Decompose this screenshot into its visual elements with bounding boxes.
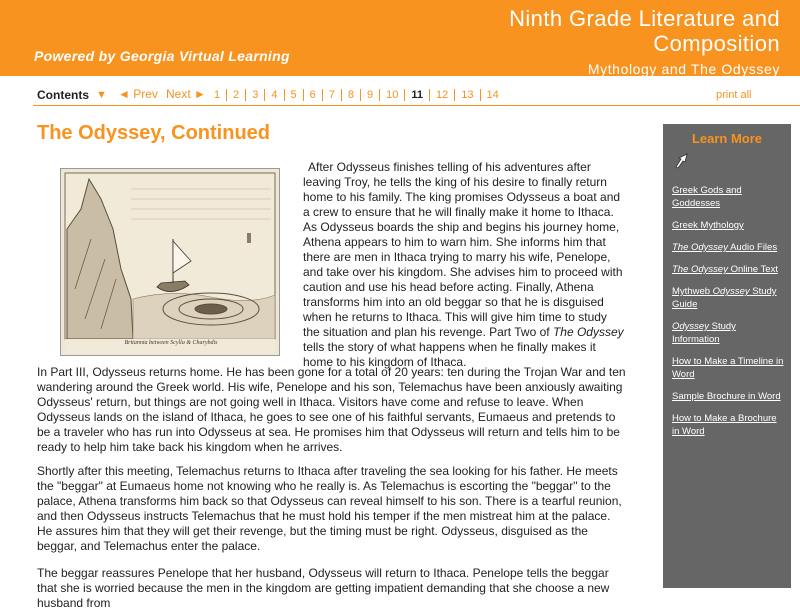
print-all-link[interactable]: print all — [716, 89, 752, 101]
page-navigation — [0, 84, 800, 106]
link-odyssey-online-rest: Online Text — [727, 264, 778, 275]
intro-italic-title: The Odyssey — [552, 325, 624, 339]
page-link-7[interactable]: 7 — [322, 89, 341, 101]
course-title-line2: Composition — [653, 31, 780, 56]
link-brochure-word[interactable]: How to Make a Brochure in Word — [672, 413, 777, 437]
paragraph-part-three: In Part III, Odysseus returns home. He has been gone for a total of 20 years: ten during the Trojan War and ten wandering around the Greek world. His wife, Penelope and his son, Telemachus have been anxiously awaiting Odysseus' return, but things are not going well in Ithaca. Visitors have come and refuse to leave. When Odysseus lands on the island of Ithaca, he goes to see one of his faithful servants, Eumaeus and pretends to be a traveler who has run into Odysseus at sea. He promises him that Odysseus will return and tells him to be ready to help him take back his kingdom when he arrives. — [37, 365, 626, 454]
link-odyssey-audio-em: The Odyssey — [672, 242, 728, 253]
page-link-12[interactable]: 12 — [429, 89, 454, 101]
link-odyssey-audio-rest: Audio Files — [727, 242, 778, 253]
page-title: The Odyssey, Continued — [37, 122, 270, 144]
link-study-info-rest: Study Information — [672, 321, 736, 345]
page-link-14[interactable]: 14 — [480, 89, 505, 101]
illustration-caption: Britannia between Scylla & Charybdis — [124, 340, 218, 346]
link-mythweb-pre: Mythweb — [672, 286, 713, 297]
scylla-charybdis-illustration — [60, 168, 280, 356]
intro-text-b: tells the story of what happens when he finally makes it home to his kingdom of Ithaca. — [303, 340, 596, 369]
chevron-down-icon[interactable]: ▼ — [96, 89, 107, 101]
page-link-3[interactable]: 3 — [245, 89, 264, 101]
page-link-13[interactable]: 13 — [454, 89, 479, 101]
learn-more-links — [672, 184, 784, 447]
page-link-6[interactable]: 6 — [303, 89, 322, 101]
link-odyssey-study-info[interactable] — [672, 320, 784, 346]
link-greek-mythology[interactable]: Greek Mythology — [672, 220, 744, 231]
nav-divider — [33, 105, 800, 106]
link-odyssey-audio[interactable] — [672, 241, 784, 254]
engraving-image — [61, 169, 279, 355]
link-greek-gods[interactable]: Greek Gods and Goddesses — [672, 185, 742, 209]
link-mythweb-rest: Study Guide — [672, 286, 777, 310]
link-mythweb-em: Odyssey — [712, 286, 750, 297]
learn-more-heading: Learn More — [691, 131, 763, 146]
next-button[interactable]: Next ► — [166, 87, 206, 101]
page-link-1[interactable]: 1 — [214, 89, 221, 101]
page-link-current: 11 — [404, 89, 429, 101]
page-link-10[interactable]: 10 — [379, 89, 404, 101]
link-odyssey-online-em: The Odyssey — [672, 264, 728, 275]
page-link-8[interactable]: 8 — [341, 89, 360, 101]
prev-button[interactable]: ◄ Prev — [118, 87, 158, 101]
unit-subtitle: Mythology and The Odyssey — [587, 61, 780, 77]
pointer-icon — [673, 150, 691, 170]
page-number-list — [208, 89, 505, 101]
link-sample-brochure[interactable]: Sample Brochure in Word — [672, 391, 781, 402]
page-link-2[interactable]: 2 — [226, 89, 245, 101]
link-timeline-word[interactable]: How to Make a Timeline in Word — [672, 356, 784, 380]
link-mythweb-study-guide[interactable] — [672, 285, 784, 311]
site-header — [0, 0, 800, 76]
page-link-5[interactable]: 5 — [284, 89, 303, 101]
paragraph-reunion: Shortly after this meeting, Telemachus returns to Ithaca after traveling the sea looking for his father. He meets the "beggar" at Eumaeus home not knowing who he really is. As Telemachus is escorting the "beggar" to the palace, Athena transforms him back so that Odysseus can reveal himself to his son. There is a tearful reunion, and then Odysseus instructs Telemachus that he must hold his temper if the men mistreat him at the palace. He assures him that they will get their revenge, but the timing must be right. Odysseus, disguised as the beggar, and Telemachus enter the palace. — [37, 464, 622, 553]
link-study-info-em: Odyssey — [672, 321, 709, 332]
course-title-line1: Ninth Grade Literature and — [509, 6, 780, 31]
page-link-9[interactable]: 9 — [360, 89, 379, 101]
page-link-4[interactable]: 4 — [264, 89, 283, 101]
paragraph-penelope: The beggar reassures Penelope that her husband, Odysseus will return to Ithaca. Penelope tells the beggar that she is worried because the men in the kingdom are getting impatient demanding that she choose a new husband from — [37, 566, 610, 610]
contents-menu[interactable]: Contents — [37, 88, 89, 102]
learn-more-sidebar — [663, 124, 791, 588]
intro-paragraph — [303, 160, 625, 370]
course-title — [509, 6, 780, 56]
powered-by-banner: Powered by Georgia Virtual Learning — [34, 48, 290, 64]
link-odyssey-online-text[interactable] — [672, 263, 784, 276]
intro-text-a: After Odysseus finishes telling of his adventures after leaving Troy, he tells the king of his desire to finally return home to his family. The king promises Odysseus a boat and a crew to ensure that he will finally make it home to Ithaca. As Odysseus boards the ship and begins his journey home, Athena appears to him to warn him. She informs him that there are men in Ithaca trying to marry his wife, Penelope, and take over his kingdom. She advises him to proceed with caution and use his head before acting. Finally, Athena transforms him into an old beggar so that he is disguised when he returns to Ithaca. This will give him time to study the situation and plan his revenge. Part Two of — [303, 160, 623, 339]
